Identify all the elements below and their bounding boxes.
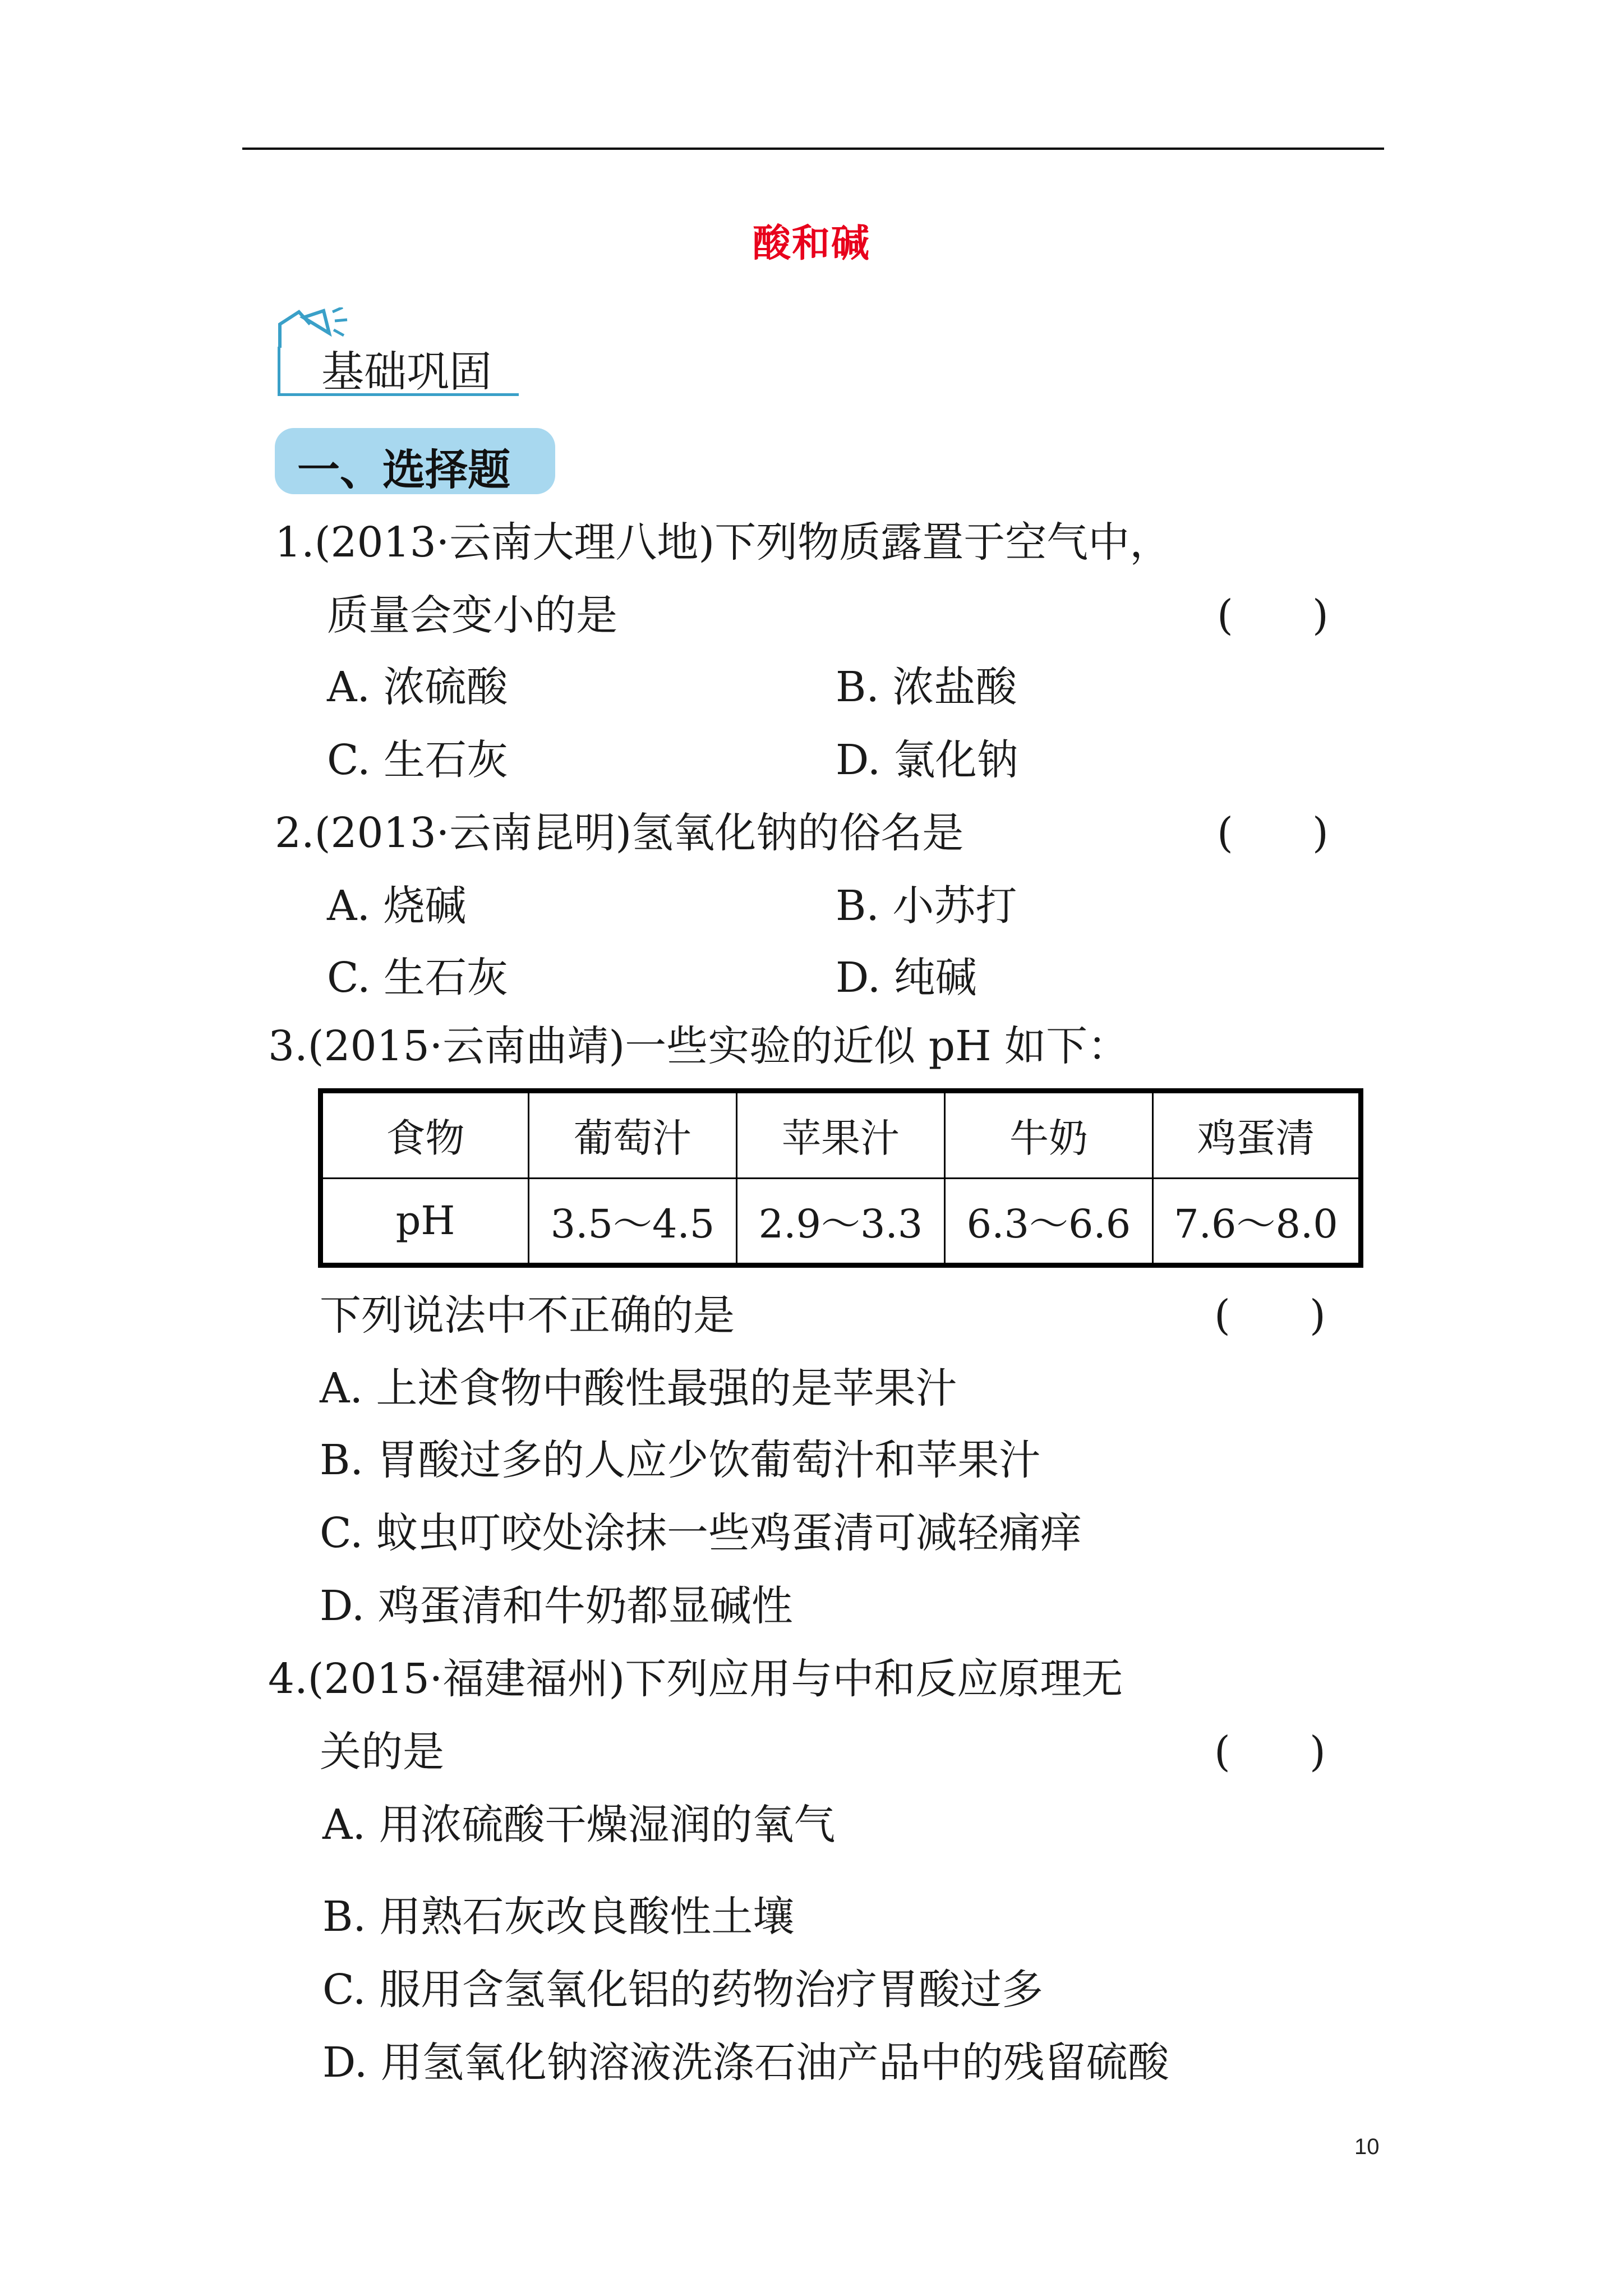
table-row <box>321 1178 1361 1266</box>
q2-option-b: B. 小苏打 <box>836 882 1017 930</box>
q1-answer-paren: ( ) <box>1217 591 1329 639</box>
table-header-cell: 鸡蛋清 <box>1153 1091 1361 1179</box>
q2-option-d: D. 纯碱 <box>836 954 977 1002</box>
table-header-cell: 牛奶 <box>945 1091 1153 1179</box>
header-rule <box>242 148 1384 150</box>
q1-option-d: D. 氯化钠 <box>836 736 1018 784</box>
q3-stem: 下列说法中不正确的是 <box>320 1291 735 1340</box>
table-row <box>321 1091 1361 1179</box>
q3-option-b: B. 胃酸过多的人应少饮葡萄汁和苹果汁 <box>320 1436 1041 1484</box>
q2-option-a: A. 烧碱 <box>327 882 467 930</box>
q3-option-c: C. 蚊虫叮咬处涂抹一些鸡蛋清可减轻痛痒 <box>320 1509 1082 1557</box>
q4-line2: 关的是 <box>320 1728 444 1776</box>
table-header-cell: 葡萄汁 <box>529 1091 737 1179</box>
q3-option-d: D. 鸡蛋清和牛奶都显碱性 <box>320 1582 793 1630</box>
q2-answer-paren: ( ) <box>1217 809 1329 857</box>
table-cell: pH <box>321 1178 529 1266</box>
table-header-cell: 苹果汁 <box>737 1091 945 1179</box>
q1-option-a: A. 浓硫酸 <box>327 663 508 711</box>
page-number: 10 <box>1354 2134 1380 2159</box>
table-header-cell: 食物 <box>321 1091 529 1179</box>
subsection-badge <box>275 428 555 494</box>
q4-option-c: C. 服用含氢氧化铝的药物治疗胃酸过多 <box>322 1966 1044 2014</box>
section-heading <box>278 307 519 396</box>
q1-option-b: B. 浓盐酸 <box>836 663 1017 711</box>
q3-option-a: A. 上述食物中酸性最强的是苹果汁 <box>320 1364 957 1412</box>
q3-line1: 3.(2015·云南曲靖)一些实验的近似 pH 如下： <box>268 1022 1129 1070</box>
q4-answer-paren: ( ) <box>1214 1728 1326 1776</box>
q3-answer-paren: ( ) <box>1214 1291 1326 1340</box>
q2-option-c: C. 生石灰 <box>327 954 509 1002</box>
q1-option-c: C. 生石灰 <box>327 736 509 784</box>
table-cell: 2.9～3.3 <box>737 1178 945 1266</box>
table-cell: 3.5～4.5 <box>529 1178 737 1266</box>
table-cell: 6.3～6.6 <box>945 1178 1153 1266</box>
page-title: 酸和碱 <box>752 221 870 266</box>
section-label: 基础巩固 <box>321 347 492 397</box>
q4-option-a: A. 用浓硫酸干燥湿润的氧气 <box>322 1801 836 1849</box>
q2-line1: 2.(2013·云南昆明)氢氧化钠的俗名是 <box>275 809 964 857</box>
q4-option-d: D. 用氢氧化钠溶液洗涤石油产品中的残留硫酸 <box>322 2039 1169 2087</box>
table-cell: 7.6～8.0 <box>1153 1178 1361 1266</box>
q1-line2: 质量会变小的是 <box>327 591 617 639</box>
q1-line1: 1.(2013·云南大理八地)下列物质露置于空气中， <box>275 518 1172 567</box>
ph-table <box>318 1088 1363 1268</box>
q4-line1: 4.(2015·福建福州)下列应用与中和反应原理无 <box>268 1655 1123 1703</box>
subsection-label: 一、选择题 <box>297 445 510 495</box>
q4-option-b: B. 用熟石灰改良酸性土壤 <box>322 1893 795 1941</box>
